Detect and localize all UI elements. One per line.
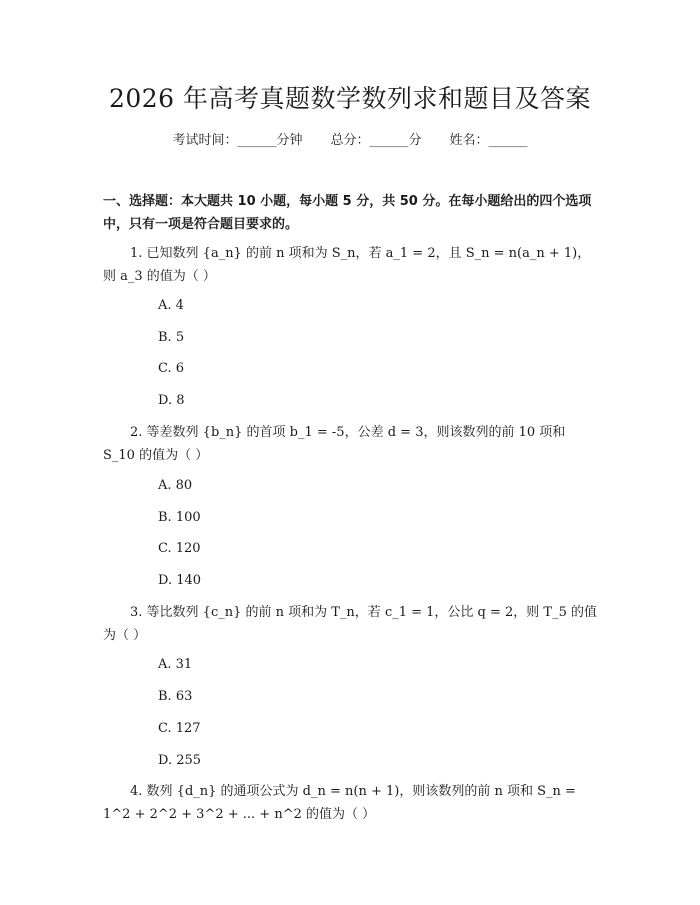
question-1-option-d: D. 8 bbox=[158, 393, 185, 408]
exam-time-field: 考试时间：______分钟 bbox=[172, 133, 303, 148]
question-1-text: 1. 已知数列 {a_n} 的前 n 项和为 S_n，若 a_1 = 2，且 S_n = n(a_n + 1)，则 a_3 的值为（ ） bbox=[103, 246, 591, 284]
question-1-option-b: B. 5 bbox=[158, 330, 185, 345]
section-heading-multiple-choice: 一、选择题：本大题共 10 小题，每小题 5 分，共 50 分。在每小题给出的四个选项中，只有一项是符合题目要求的。 bbox=[103, 194, 592, 232]
question-3-option-c: C. 127 bbox=[158, 721, 201, 736]
question-3-option-a: A. 31 bbox=[158, 657, 193, 672]
total-score-field: 总分：______分 bbox=[330, 133, 422, 148]
question-2-option-a: A. 80 bbox=[158, 478, 193, 493]
question-2-option-d: D. 140 bbox=[158, 573, 202, 588]
question-1-option-a: A. 4 bbox=[158, 298, 184, 313]
question-2-option-b: B. 100 bbox=[158, 510, 201, 525]
question-4-text: 4. 数列 {d_n} 的通项公式为 d_n = n(n + 1)，则该数列的前 n 项和 S_n = 1^2 + 2^2 + 3^2 + ... + n^2 的值为（ ） bbox=[103, 784, 576, 822]
question-2-text: 2. 等差数列 {b_n} 的首项 b_1 = -5，公差 d = 3，则该数列的前 10 项和 S_10 的值为（ ） bbox=[103, 425, 566, 463]
exam-title: 2026 年高考真题数学数列求和题目及答案 bbox=[108, 84, 592, 113]
question-1-option-c: C. 6 bbox=[158, 361, 185, 376]
question-3-option-d: D. 255 bbox=[158, 753, 202, 768]
exam-meta-line bbox=[0, 131, 700, 151]
question-3-text: 3. 等比数列 {c_n} 的前 n 项和为 T_n，若 c_1 = 1，公比 q = 2，则 T_5 的值为（ ） bbox=[103, 605, 598, 643]
student-name-field: 姓名：______ bbox=[449, 133, 528, 148]
question-2-option-c: C. 120 bbox=[158, 541, 201, 556]
question-3-option-b: B. 63 bbox=[158, 689, 193, 704]
